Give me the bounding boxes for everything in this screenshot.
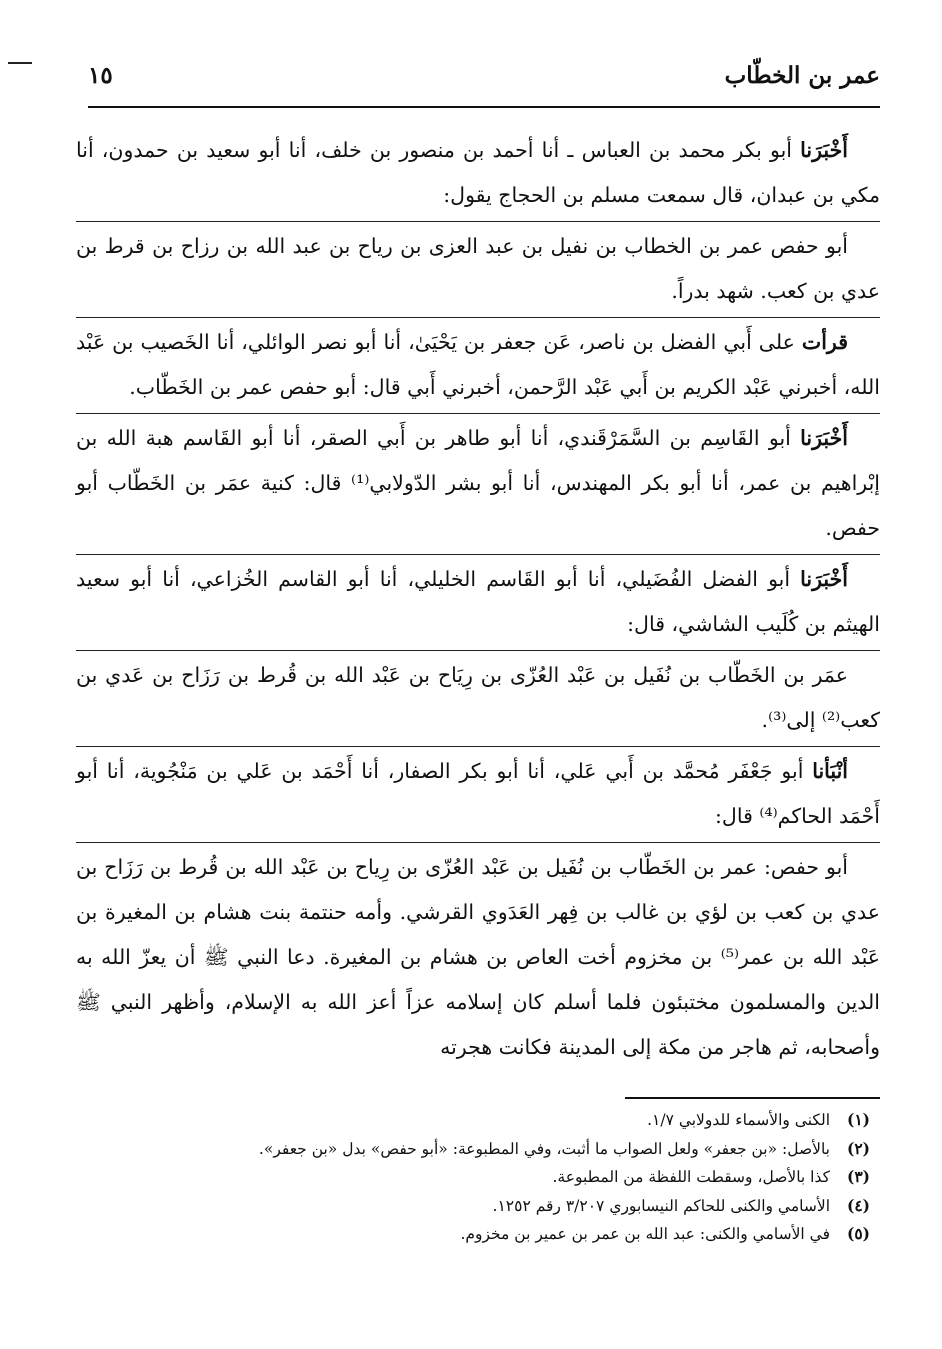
paragraph-8 bbox=[76, 842, 880, 1070]
paragraph-text: أبو حفص عمر بن الخطاب بن نفيل بن عبد العزى بن رياح بن عبد الله بن رزاح بن قرط بن عدي بن كعب. شهد بدراً. bbox=[76, 234, 880, 303]
running-title: عمر بن الخطّاب bbox=[724, 62, 880, 89]
footnote-3 bbox=[76, 1163, 870, 1192]
paragraph-4 bbox=[76, 413, 880, 551]
footnote-4 bbox=[76, 1192, 870, 1221]
lead-word: أَخْبَرَنا bbox=[800, 426, 848, 450]
lead-word: أَخْبَرَنا bbox=[800, 567, 848, 591]
footnote-number: (٣) bbox=[846, 1167, 870, 1186]
footnote-2 bbox=[76, 1135, 870, 1164]
page-number: ١٥ bbox=[88, 62, 113, 89]
footnote-number: (٢) bbox=[846, 1138, 870, 1158]
paragraph-text: على أَبي الفضل بن ناصر، عَن جعفر بن يَحْيَىٰ، أنا أبو نصر الوائلي، أنا الخَصيب بن عَبْد الله، أخبرني عَبْد الكريم بن أَبي عَبْد الرَّحمن، أخبرني أَبي قال: أبو حفص عمر بن الخَطّاب. bbox=[76, 330, 880, 399]
paragraph-text: أبو جَعْفَر مُحمَّد بن أَبي عَلي، أنا أبو بكر الصفار، أنا أَحْمَد بن عَلي بن مَنْجُوية، أنا أبو أَحْمَد الحاكم⁽⁴⁾ قال: bbox=[76, 759, 880, 828]
footnote-text: الأسامي والكنى للحاكم النيسابوري ٣/٢٠٧ رقم ١٢٥٢. bbox=[492, 1196, 830, 1215]
footnotes bbox=[76, 1106, 870, 1249]
footnote-number: (٤) bbox=[846, 1195, 870, 1215]
paragraph-7 bbox=[76, 746, 880, 839]
paragraph-text: أبو حفص: عمر بن الخَطّاب بن نُفَيل بن عَبْد العُزّى بن رِياح بن عَبْد الله بن قُرط بن رَزَاح بن عدي بن كعب بن لؤي بن غالب بن فِهر العَدَوي القرشي. وأمه حنتمة بنت هشام بن المغيرة بن عَبْد الله بن عمر⁽⁵⁾ بن مخزوم أخت العاص بن هشام بن المغيرة. دعا النبي ﷺ أن يعزّ الله به الدين والمسلمون مختبئون فلما أسلم كان إسلامه عزاً أعز الله به الإسلام، وأظهر النبي ﷺ وأصحابه، ثم هاجر من مكة إلى المدينة فكانت هجرته bbox=[76, 855, 881, 1059]
footnote-text: بالأصل: «بن جعفر» ولعل الصواب ما أثبت، وفي المطبوعة: «أبو حفص» بدل «بن جعفر». bbox=[258, 1139, 830, 1158]
paragraph-text: عمَر بن الخَطّاب بن نُفَيل بن عَبْد العُزّى بن رِيَاح بن عَبْد الله بن قُرط بن رَزَاح بن عَدي بن كعب⁽²⁾ إلى⁽³⁾. bbox=[76, 663, 880, 732]
paragraph-2 bbox=[76, 221, 880, 314]
footnote-text: كذا بالأصل، وسقطت اللفظة من المطبوعة. bbox=[552, 1168, 830, 1186]
paragraph-5 bbox=[76, 554, 880, 647]
footnote-text: في الأسامي والكنى: عبد الله بن عمر بن عمير بن مخزوم. bbox=[460, 1225, 830, 1243]
paragraph-text: أبو بكر محمد بن العباس ـ أنا أحمد بن منصور بن خلف، أنا أبو سعيد بن حمدون، أنا مكي بن عبدان، قال سمعت مسلم بن الحجاج يقول: bbox=[76, 138, 880, 207]
footnote-text: الكنى والأسماء للدولابي ١/٧. bbox=[647, 1111, 830, 1129]
footnote-number: (١) bbox=[846, 1110, 870, 1129]
scan-edge-mark bbox=[8, 62, 32, 64]
running-header bbox=[88, 62, 880, 98]
main-text bbox=[76, 128, 880, 1073]
paragraph-text: أبو القَاسِم بن السَّمَرْقَندي، أنا أبو طاهر بن أَبي الصقر، أنا أبو القَاسم هبة الله بن إبْراهيم بن عمر، أنا أبو بكر المهندس، أنا أبو بشر الدّولابي⁽¹⁾ قال: كنية عمَر بن الخَطّاب أبو حفص. bbox=[76, 426, 881, 540]
footnote-1 bbox=[76, 1106, 870, 1135]
paragraph-text: أبو الفضل الفُضَيلي، أنا أبو القَاسم الخليلي، أنا أبو القاسم الخُزاعي، أنا أبو سعيد الهيثم بن كُلَيب الشاشي، قال: bbox=[76, 567, 880, 636]
header-rule bbox=[88, 106, 880, 108]
lead-word: أَخْبَرَنا bbox=[800, 138, 848, 162]
paragraph-1 bbox=[76, 128, 880, 218]
paragraph-6 bbox=[76, 650, 880, 743]
lead-word: أنْبَأنا bbox=[812, 759, 848, 783]
footnote-number: (٥) bbox=[846, 1224, 870, 1243]
lead-word: قرأت bbox=[801, 330, 848, 354]
footnote-5 bbox=[76, 1220, 870, 1249]
paragraph-3 bbox=[76, 317, 880, 410]
footnote-rule bbox=[625, 1097, 880, 1099]
